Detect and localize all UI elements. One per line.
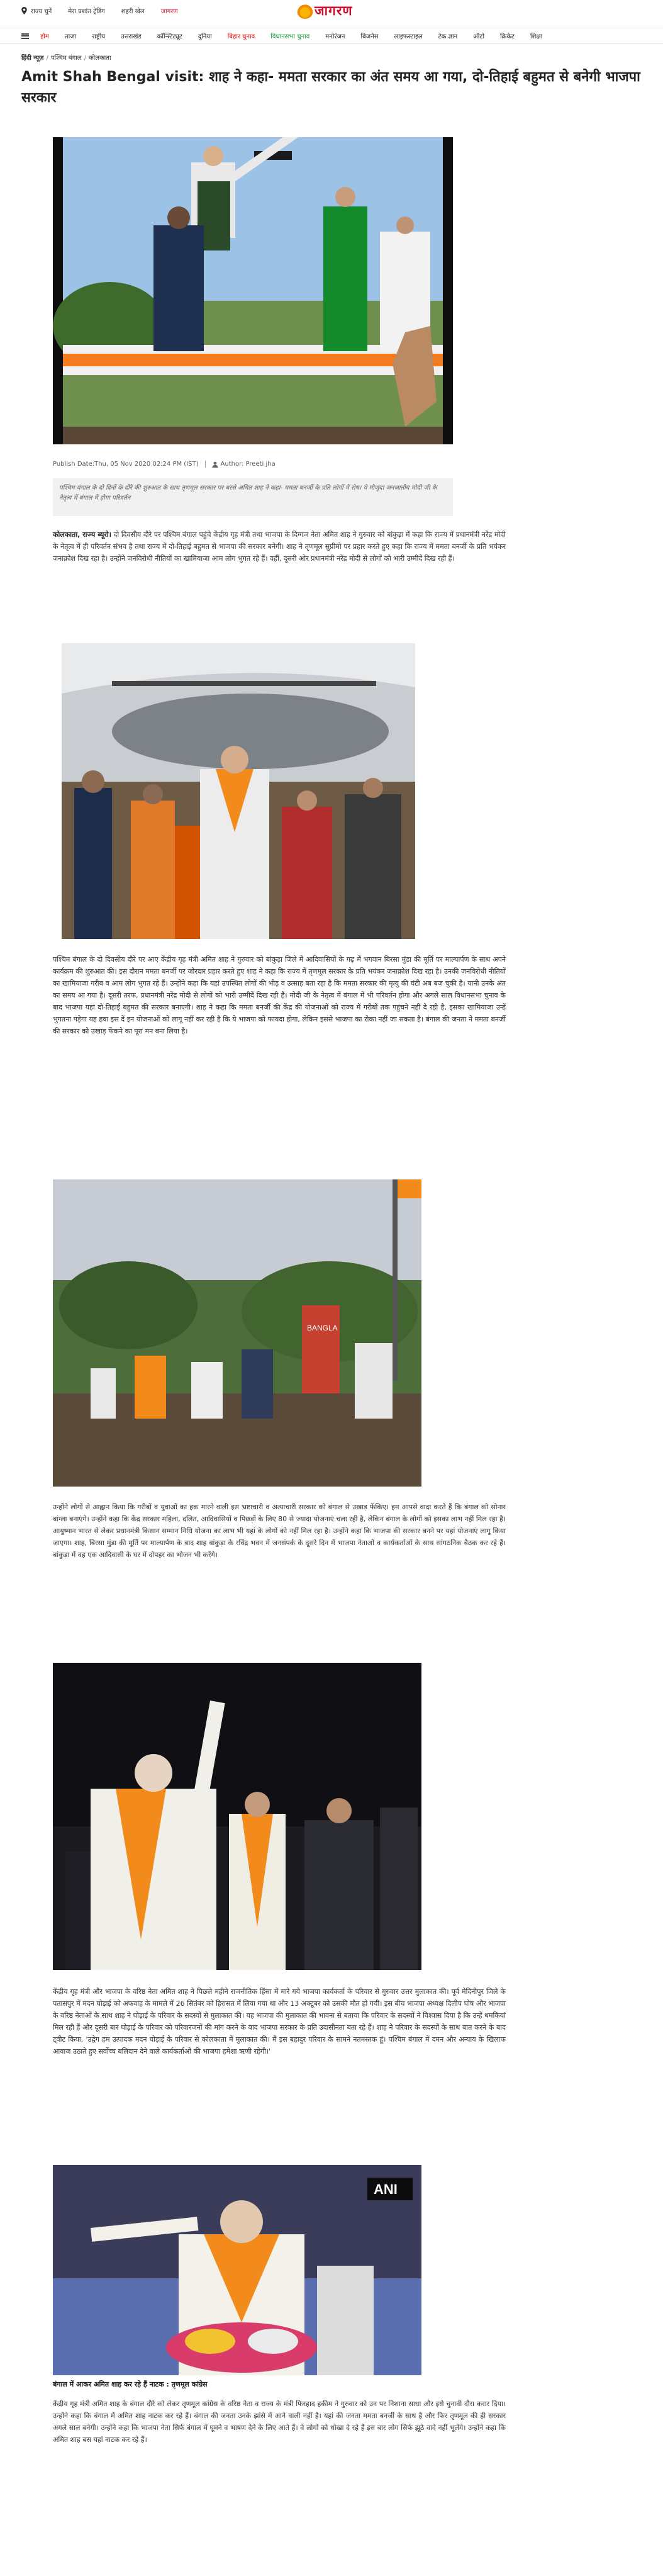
logo-text: जागरण — [315, 3, 353, 18]
author-icon — [212, 461, 218, 468]
brand-link-label: जागरण — [160, 8, 178, 15]
nav-item-auto[interactable]: ऑटो — [473, 33, 485, 40]
location-selector[interactable] — [21, 6, 52, 15]
article-paragraph-4: केंद्रीय गृह मंत्री और भाजपा के वरिष्ठ नेता अमित शाह ने पिछले महीने राजनीतिक हिंसा में मारे गये भाजपा कार्यकर्ता के परिवार से गुरुवार उत्तर मुलाकात की। पूर्व मेदिनीपुर जिले के पतासपुर में मदन घोड़ाई को अफवाह के मामले में 26 सितंबर को हिरासत में लिया गया था और 13 अक्टूबर को उसकी मौत हो गयी। इस बीच भाजपा अध्यक्ष दिलीप घोष और भाजपा के वरिष्ठ नेताओं के साथ शाह ने घोड़ाई के परिवार के सदस्यों से मुलाकात की। यह भाजपा की मुलाकात की भावना से बताया कि परिवार के सदस्यों ने विश्वास दिया है कि उन्हें धमकियां मिल रही हैं और दूसरी बार घोड़ाई के परिवार को परिवारजनों की मांग करने के बाद भाजपा सरकार के प्रति उदासीनता बता रहे हैं। शाह ने परिवार के सदस्यों के साथ बात करने के बाद ट्वीट किया, 'उद्वेग हम उत्पादक मदन घोड़ाई के परिवार से कोलकाता में मुलाकात की। मैं इस बहादुर परिवार के सामने नतमस्तक हूं। पश्चिम बंगाल में दमन और अन्याय के खिलाफ आवाज उठाते हुए सर्वोच्च बलिदान देने वाले कार्यकर्ताओं की भाजपा हमेशा ऋणी रहेगी।' — [53, 1988, 506, 2056]
nav-item-education[interactable]: शिक्षा — [530, 33, 543, 40]
nav-item-uttarakhand[interactable]: उत्तराखंड — [121, 33, 142, 40]
location-label: राज्य चुनें — [31, 8, 52, 15]
edition-label: मेरा प्रशांत ट्रेडिंग — [68, 8, 105, 15]
author-name[interactable]: Author: Preeti jha — [220, 461, 276, 468]
logo-sun-icon — [297, 3, 313, 19]
photo-helicopter-arrival — [62, 643, 415, 939]
photo-ani-stage — [53, 2165, 421, 2375]
brand-link[interactable] — [161, 6, 178, 15]
breadcrumb: हिंदी न्यूज़ / पश्चिम बंगाल / कोलकाता — [21, 55, 111, 62]
breadcrumb-home[interactable]: हिंदी न्यूज़ — [21, 55, 44, 62]
nav-item-bihar-election[interactable]: बिहार चुनाव — [227, 33, 255, 40]
menu-icon[interactable] — [21, 33, 29, 39]
hero-photo — [53, 137, 453, 444]
breadcrumb-state[interactable]: पश्चिम बंगाल — [50, 55, 82, 62]
nav-item-world[interactable]: दुनिया — [198, 33, 212, 40]
nav-item-constitute[interactable]: कॉन्स्टिट्यूट — [157, 33, 182, 40]
paragraph-1-text: दो दिवसीय दौरे पर पश्चिम बंगाल पहुंचे केंद्रीय गृह मंत्री तथा भाजपा के दिग्गज नेता अमित शाह ने गुरुवार को बांकुड़ा में कहा कि राज्य में प्रधानमंत्री नरेंद्र मोदी के नेतृत्व में ही परिवर्तन संभव है तथा राज्य में दो-तिहाई बहुमत से भाजपा की सरकार बनेगी। शाह ने तृणमूल सुप्रीमो पर प्रहार करते हुए कहा कि राज्य में ममता बनर्जी के प्रति भयंकर जनाक्रोश दिख रहा है। उन्होंने जनविरोधी नीतियों का खामियाजा आम लोग भुगत रहे हैं। वहीं, दूसरी ओर प्रधानमंत्री नरेंद्र मोदी से लोगों को भारी उम्मीदें दिख रही हैं। — [53, 531, 506, 563]
epaper-label: शहरी खेल — [121, 8, 145, 15]
nav-item-latest[interactable]: ताजा — [64, 33, 77, 40]
main-navigation — [0, 28, 663, 44]
article-paragraph-2: पश्चिम बंगाल के दो दिवसीय दौरे पर आए केंद्रीय गृह मंत्री अमित शाह ने गुरुवार को बांकुड़ा जिले में आदिवासियों के गढ़ में भगवान बिरसा मुंडा की मूर्ति पर माल्यार्पण के साथ अपने कार्यक्रम की शुरुआत की। इस दौरान ममता बनर्जी पर जोरदार प्रहार करते हुए शाह ने कहा कि राज्य में तृणमूल सरकार के प्रति भयंकर जनाक्रोश दिख रहा है। उनकी जनविरोधी नीतियों का खामियाजा गरीब व आम लोग भुगत रहे हैं। उन्होंने कहा कि यहां उपस्थित लोगों की भीड़ व उत्साह बता रहा है कि ममता सरकार की मृत्यु की घंटी अब बज चुकी है। यानी उनके अंत का समय आ गया है। दूसरी तरफ, प्रधानमंत्री नरेंद्र मोदी से लोगों को भारी उम्मीदें दिख रही हैं। मोदी जी के नेतृत्व में बंगाल में भी परिवर्तन होगा और अगले साल विधानसभा चुनाव के बाद भाजपा यहां दो-तिहाई बहुमत की सरकार बनाएगी। शाह ने कहा कि ममता बनर्जी की केंद्र की योजनाओं को राज्य में गरीबों तक पहुंचने नहीं दे रही है, इसका खामियाजा उन्हें भुगतना पड़ेगा यह हवा इस दें इन योजनाओं को लागू नहीं कर रही है कि ये भाजपा को फायदा होगा, लेकिन इससे भाजपा का रोका नहीं जा सकता है। बंगाल की जनता ने ममता बनर्जी की सरकार को उखाड़ फेंकने का पूरा मन बना लिया है। — [53, 955, 506, 1035]
nav-item-national[interactable]: राष्ट्रीय — [92, 33, 106, 40]
article-paragraph-3: उन्होंने लोगों से आह्वान किया कि गरीबों व युवाओं का हक मारने वाली इस भ्रष्टाचारी व अत्याचारी सरकार को बंगाल से उखाड़ फेंकिए। हम आपसे वादा करते हैं कि बंगाल को सोनार बांग्ला बनाएंगे। उन्होंने कहा कि केंद्र सरकार महिला, दलित, आदिवासियों व पिछड़ों के लिए 80 से ज्यादा योजनाएं चला रही है, लेकिन बंगाल के लोगों को इसका लाभ नहीं मिल रहा है। आयुष्मान भारत से लेकर प्रधानमंत्री किसान सम्मान निधि योजना का लाभ भी यहां के लोगों को नहीं मिल रहा है। उन्होंने कहा कि भाजपा की सरकार बनने पर यहां योजनाएं लागू किया जाएगा। शाह, बिरसा मुंडा की मूर्ति पर माल्यार्पण के बाद शाह बांकुड़ा के रविंद्र भवन में जनसंपर्क के दूसरे दिन में भाजपा नेताओं व कार्यकर्ताओं के साथ सांगठनिक बैठक कर रहे हैं। बांकुड़ा में वह एक आदिवासी के घर में दोपहर का भोजन भी करेंगे। — [53, 1503, 506, 1559]
nav-item-assembly-election[interactable]: विधानसभा चुनाव — [270, 33, 310, 40]
photo-stage-gathering — [53, 1179, 421, 1487]
stage-banner-text: BANGLA — [307, 1324, 338, 1332]
nav-item-tech[interactable]: टेक ज्ञान — [438, 33, 458, 40]
article-subheading: बंगाल में आकर अमित शाह कर रहे हैं नाटक : तृणमूल कांग्रेस — [53, 2380, 208, 2388]
nav-item-entertainment[interactable]: मनोरंजन — [325, 33, 345, 40]
edition-link[interactable] — [68, 6, 104, 15]
nav-item-lifestyle[interactable]: लाइफस्टाइल — [394, 33, 423, 40]
summary-caption: पश्चिम बंगाल के दो दिनों के दौरे की शुरुआत के साथ तृणमूल सरकार पर बरसे अमित शाह ने कहा- ममता बनर्जी के प्रति लोगों में रोष। ये मौजूदा जनजातीय मोदी जी के नेतृत्व में बंगाल में होगा परिवर्तन — [53, 478, 453, 516]
article-paragraph-5: केंद्रीय गृह मंत्री अमित शाह के बंगाल दौरे को लेकर तृणमूल कांग्रेस के वरिष्ठ नेता व राज्य के मंत्री फिरहाद हकीम ने गुरुवार को उन पर निशाना साधा और इसे चुनावी दौरा करार दिया। उन्होंने कहा कि बंगाल में अमित शाह नाटक कर रहे हैं। बंगाल की जनता उनके झांसे में आने वाली नहीं है। यहां की जनता ममता बनर्जी के साथ है और फिर तृणमूल की ही सरकार अगले साल बनेगी। उन्होंने कहा कि भाजपा नेता सिर्फ बंगाल में घूमने व भाषण देने के लिए आते हैं। वे लोगों को धोखा दे रहे हैं इस बार लोग सिर्फ झूठे वादे नहीं भूलेंगे। उन्होंने कहा कि अमित शाह बस यहां नाटक कर रहे हैं। — [53, 2400, 506, 2444]
ani-badge: ANI — [374, 2181, 398, 2197]
jagran-logo[interactable] — [297, 1, 366, 20]
nav-item-business[interactable]: बिजनेस — [360, 33, 379, 40]
breadcrumb-city[interactable]: कोलकाता — [88, 55, 111, 62]
publish-date: Publish Date:Thu, 05 Nov 2020 02:24 PM (IST) — [53, 461, 199, 468]
epaper-link[interactable] — [121, 6, 145, 15]
dateline: कोलकाता, राज्य ब्यूरो। — [53, 531, 111, 539]
location-pin-icon — [21, 7, 27, 14]
nav-item-cricket[interactable]: क्रिकेट — [500, 33, 515, 40]
nav-item-home[interactable]: होम — [40, 33, 49, 40]
photo-night-wave — [53, 1663, 421, 1970]
article-paragraph-1 — [53, 529, 506, 565]
article-meta — [53, 461, 276, 468]
article-headline: Amit Shah Bengal visit: शाह ने कहा- ममता सरकार का अंत समय आ गया, दो-तिहाई बहुमत से बनेगी भाजपा सरकार — [21, 69, 640, 106]
